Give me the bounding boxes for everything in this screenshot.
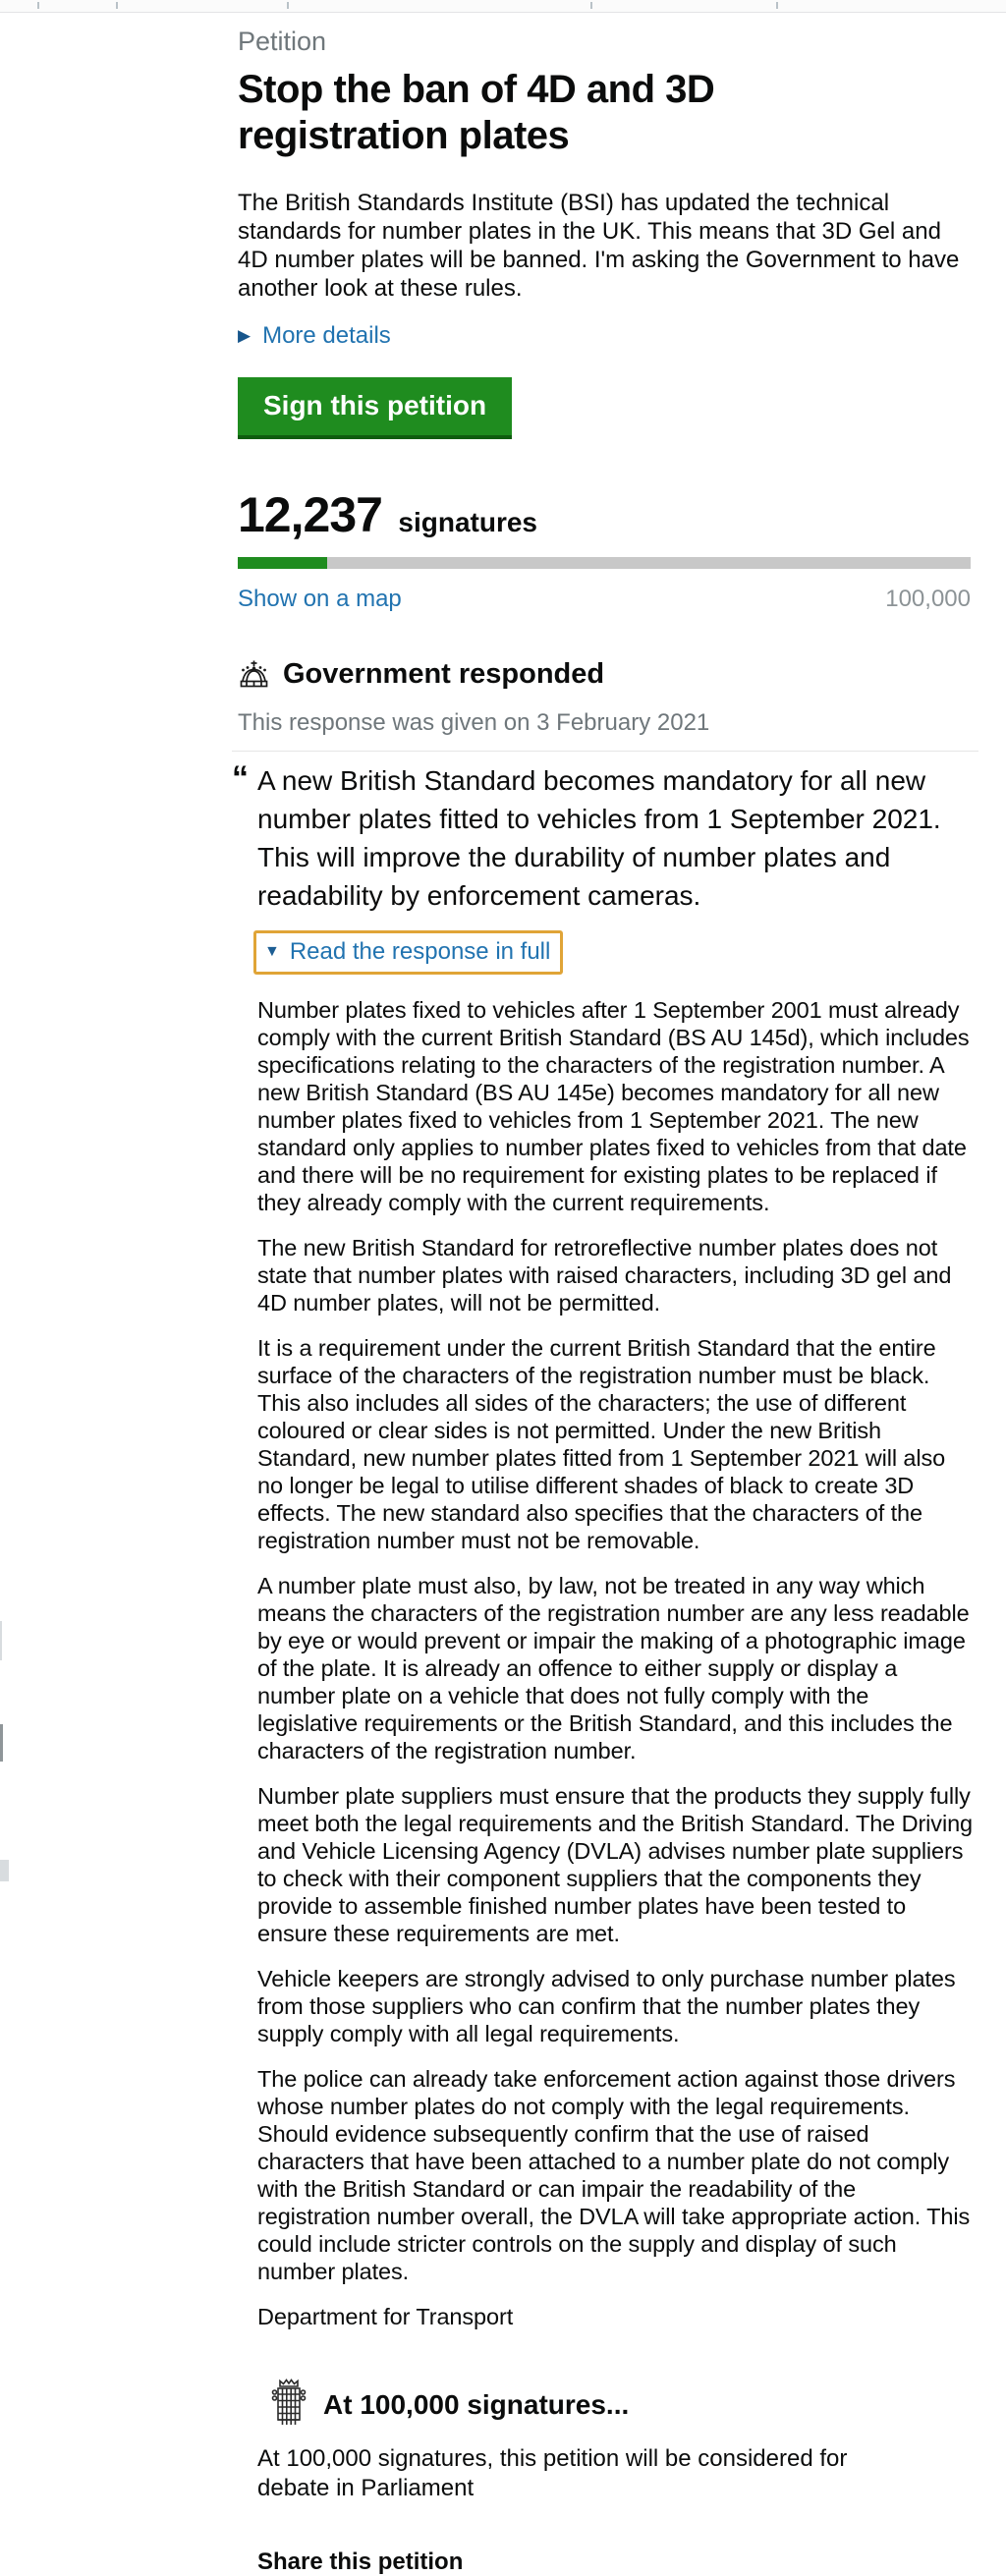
crown-icon xyxy=(238,660,270,690)
response-paragraph: Number plate suppliers must ensure that the products they supply fully meet both the legal requirements and the British Standard. The Driving and Vehicle Licensing Agency (DVLA) advises number plate suppliers to check with their component suppliers that the components they provide to assemble finished number plates have been tested to ensure these requirements are met. xyxy=(257,1783,974,1946)
top-edge-artifact xyxy=(287,2,289,9)
divider xyxy=(232,751,978,752)
top-edge-artifact xyxy=(37,2,39,9)
threshold-heading: At 100,000 signatures... xyxy=(323,2389,630,2420)
government-response-header xyxy=(238,658,973,691)
signature-goal: 100,000 xyxy=(885,586,971,612)
petition-description: The British Standards Institute (BSI) has updated the technical standards for number plates in the UK. This means that 3D Gel and 4D number plates will be banned. I'm asking the Government to have another look at these rules. xyxy=(238,190,960,302)
response-full-text xyxy=(257,996,973,2330)
signature-count-label: signatures xyxy=(398,507,537,537)
threshold-body: At 100,000 signatures, this petition will be considered for debate in Parliament xyxy=(257,2445,848,2501)
portcullis-icon xyxy=(271,2378,307,2433)
threshold-header xyxy=(271,2378,973,2433)
response-paragraph: The police can already take enforcement action against those drivers whose number plates do not comply with the legal requirements. Should evidence subsequently confirm that the use of raised characters that have been attached to a number plate do not comply with the British Standard or can impair the readability of the registration number overall, the DVLA will take appropriate action. This could include stricter controls on the supply and display of such number plates. xyxy=(257,2066,971,2284)
response-paragraph: Vehicle keepers are strongly advised to only purchase number plates from those suppliers who can confirm that the number plates they supply comply with all legal requirements. xyxy=(257,1966,956,2046)
sign-petition-button[interactable]: Sign this petition xyxy=(238,377,512,435)
show-on-map-link[interactable]: Show on a map xyxy=(238,586,402,612)
share-petition-heading: Share this petition xyxy=(257,2548,464,2575)
read-response-label: Read the response in full xyxy=(289,938,551,965)
top-edge-artifact xyxy=(116,2,118,9)
petition-page xyxy=(232,13,974,2576)
browser-edge-strip xyxy=(0,0,1006,13)
more-details-label: More details xyxy=(262,322,391,349)
left-edge-artifact xyxy=(0,1860,9,1881)
left-edge-artifact xyxy=(0,1724,3,1762)
quote-mark-icon: “ xyxy=(232,759,249,797)
response-attribution: Department for Transport xyxy=(257,2304,514,2329)
chevron-right-icon: ▶ xyxy=(238,326,252,345)
signature-progress-bar xyxy=(238,557,971,569)
response-paragraph: It is a requirement under the current British Standard that the entire surface of the characters of the registration number must be black. This also includes all sides of the characters; the use of different coloured or clear sides is not permitted. Under the new British Standard, new number plates fitted from 1 September 2021 will also no longer be legal to utilise different shades of black to create 3D effects. The new standard also specifies that the characters of the registration number must not be removable. xyxy=(257,1335,946,1553)
government-responded-heading: Government responded xyxy=(283,658,605,690)
response-paragraph: A number plate must also, by law, not be treated in any way which means the characters of the registration number are any less readable by eye or would prevent or impair the making of a photographic image of the plate. It is already an offence to either supply or display a number plate on a vehicle that does not fully comply with the legislative requirements or the British Standard, and this includes the characters of the registration number. xyxy=(257,1573,970,1764)
page-kicker: Petition xyxy=(238,27,327,56)
page-title: Stop the ban of 4D and 3D registration plates xyxy=(238,68,715,157)
top-edge-artifact xyxy=(776,2,778,9)
response-paragraph: The new British Standard for retroreflective number plates does not state that number plates with raised characters, including 3D gel and 4D number plates, will not be permitted. xyxy=(257,1235,952,1316)
threshold-section xyxy=(257,2378,973,2503)
read-response-in-full-toggle[interactable] xyxy=(253,930,563,975)
signature-progress-fill xyxy=(238,557,327,569)
response-date: This response was given on 3 February 2021 xyxy=(238,709,710,736)
chevron-down-icon: ▼ xyxy=(264,943,280,960)
response-paragraph: Number plates fixed to vehicles after 1 September 2001 must already comply with the current British Standard (BS AU 145d), which includes specifications relating to the characters of the registration number. A new British Standard (BS AU 145e) becomes mandatory for all new number plates fixed to vehicles from 1 September 2021. The new standard only applies to number plates fixed to vehicles from that date and there will be no requirement for existing plates to be replaced if they already comply with the current requirements. xyxy=(257,997,970,1215)
response-summary-text: A new British Standard becomes mandatory for all new number plates fitted to vehicles from 1 September 2021. This will improve the durability of number plates and readability by enforcement cameras. xyxy=(257,765,941,911)
signature-count: 12,237 xyxy=(238,487,382,542)
left-edge-artifact xyxy=(0,1621,2,1660)
top-edge-artifact xyxy=(590,2,592,9)
response-summary-quote xyxy=(232,759,951,915)
signature-count-block xyxy=(238,486,973,543)
more-details-toggle[interactable] xyxy=(238,322,391,350)
progress-meta-row xyxy=(238,586,971,613)
